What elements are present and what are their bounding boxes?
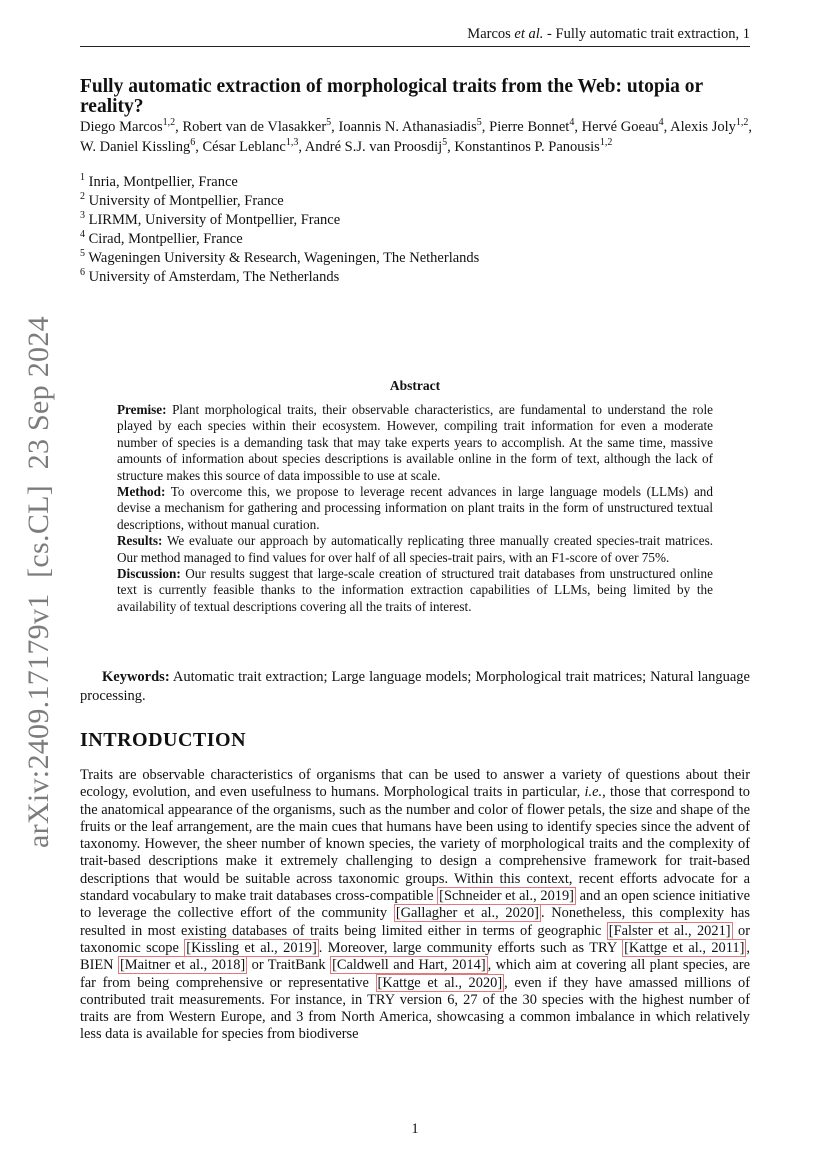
- affiliation-marker: 1: [80, 172, 85, 184]
- abstract-results: [117, 533, 713, 566]
- introduction-paragraph: [80, 767, 750, 1044]
- premise-text: Plant morphological traits, their observable characteristics, are fundamental to understand the role played by each species within their ecosystem. However, compiling trait information for even a moderate number of species is a demanding task that may take experts years to accomplish. At the same time, massive amounts of information about species descriptions is available online in the form of text, although the lack of structure makes this source of data impossible to use at scale.: [117, 402, 713, 483]
- affiliation-marker: 6: [80, 267, 85, 279]
- intro-text: , which aim at covering all plant species, are far from being comprehensive or representative: [80, 957, 751, 991]
- keywords-label: Keywords:: [102, 669, 170, 685]
- intro-text: , BIEN: [80, 939, 750, 974]
- abstract-discussion: [117, 566, 713, 615]
- affiliation-marker: 3: [80, 210, 85, 222]
- author-separator: ,: [195, 138, 203, 155]
- affiliation-item: [80, 173, 752, 192]
- author-name: Hervé Goeau: [581, 119, 659, 135]
- page-number: 1: [411, 1121, 419, 1137]
- method-label: Method:: [117, 484, 166, 500]
- running-head-etal: et al.: [514, 26, 544, 42]
- author-affiliation-marker: 1,2: [162, 117, 176, 129]
- intro-text: i.e.: [584, 784, 603, 801]
- intro-text: , even if they have amassed millions of contributed trait measurements. For instance, in TRY version 6, 27 of the 30 species with the highest number of traits are from Western Europe, and 3 from North America, showcasing a common imbalance in which relatively less data is available for species from biodiverse: [80, 974, 751, 1043]
- affiliation-marker: 2: [80, 191, 85, 203]
- citation-link[interactable]: [Maitner et al., 2018]: [120, 957, 246, 974]
- intro-text: Traits are observable characteristics of organisms that can be used to answer a variety of questions about their ecology, evolution, and even usefulness to humans. Morphological traits in particular,: [80, 767, 750, 801]
- author-separator: ,: [331, 119, 339, 135]
- abstract-body: [117, 402, 713, 615]
- author-separator: ,: [481, 119, 490, 135]
- author-name: Pierre Bonnet: [489, 119, 570, 135]
- intro-text: , those that correspond to the anatomical appearance of the organisms, such as the number and color of flower petals, the size and shape of the fruits or the leaf arrangement, are the main cues that humans have been using to identify species since the advent of taxonomy. However, the sheer number of known species, the variety of morphological traits and the complexity of trait-based descriptions make it extremely challenging to design a comprehensive framework for trait-based descriptions that would be suitable across taxonomic groups. Within this context, recent efforts advocate for a standard vocabulary to make trait databases cross-compatible: [80, 784, 750, 905]
- author-separator: ,: [663, 119, 671, 135]
- intro-text: or taxonomic scope: [80, 922, 750, 956]
- affiliation-list: [80, 173, 752, 287]
- citation-link[interactable]: [Kissling et al., 2019]: [186, 939, 317, 956]
- results-label: Results:: [117, 533, 163, 549]
- intro-text: or TraitBank: [247, 957, 331, 974]
- citation-link[interactable]: [Caldwell and Hart, 2014]: [332, 957, 486, 974]
- affiliation-text: Inria, Montpellier, France: [88, 174, 238, 190]
- author-separator: ,: [447, 138, 455, 155]
- affiliation-text: Cirad, Montpellier, France: [88, 231, 243, 247]
- header-rule: [80, 46, 750, 47]
- discussion-text: Our results suggest that large-scale creation of structured trait databases from unstructured online text is currently feasible thanks to the information extraction capabilities of LLMs, being limited by the availability of textual descriptions covering all the traits of interest.: [117, 566, 713, 614]
- author-name: Diego Marcos: [80, 119, 163, 135]
- author-affiliation-marker: 4: [658, 117, 664, 129]
- affiliation-item: [80, 230, 752, 249]
- running-head-title: - Fully automatic trait extraction, 1: [543, 26, 750, 42]
- author-separator: ,: [175, 119, 183, 135]
- author-separator: ,: [298, 138, 305, 155]
- citation-link[interactable]: [Kattge et al., 2011]: [624, 939, 745, 956]
- affiliation-text: University of Montpellier, France: [88, 193, 284, 209]
- affiliation-marker: 5: [80, 248, 85, 260]
- affiliation-text: Wageningen University & Research, Wageningen, The Netherlands: [88, 250, 480, 266]
- running-head-author: Marcos: [467, 26, 511, 42]
- author-separator: ,: [748, 119, 753, 135]
- abstract-method: [117, 484, 713, 533]
- intro-text: . Moreover, large community efforts such as TRY: [318, 939, 623, 956]
- citation-link[interactable]: [Kattge et al., 2020]: [377, 974, 503, 991]
- affiliation-item: [80, 211, 752, 230]
- results-text: We evaluate our approach by automatically replicating three manually created species-trait matrices. Our method managed to find values for over half of all species-trait pairs, with an F1-score of over 75%.: [117, 533, 713, 565]
- abstract-premise: [117, 402, 713, 484]
- premise-label: Premise:: [117, 402, 167, 417]
- paper-title: Fully automatic extraction of morphological traits from the Web: utopia or reality?: [80, 76, 703, 117]
- intro-text: . Nonetheless, this complexity has resulted in most existing databases of traits being limited either in terms of geographic: [80, 905, 750, 939]
- keywords-text: Automatic trait extraction; Large language models; Morphological trait matrices; Natural language processing.: [80, 669, 750, 704]
- intro-text: and an open science initiative to leverage the collective effort of the community: [80, 888, 751, 922]
- author-name: Alexis Joly: [670, 119, 736, 135]
- citation-link[interactable]: [Falster et al., 2021]: [608, 922, 731, 939]
- citation-link[interactable]: [Gallagher et al., 2020]: [395, 905, 539, 922]
- author-name: Robert van de Vlasakker: [182, 119, 327, 135]
- author-name: César Leblanc: [202, 138, 286, 155]
- author-affiliation-marker: 4: [569, 117, 575, 129]
- affiliation-text: LIRMM, University of Montpellier, France: [88, 212, 341, 228]
- author-affiliation-marker: 5: [476, 117, 482, 129]
- author-name: W. Daniel Kissling: [80, 138, 191, 155]
- method-text: To overcome this, we propose to leverage recent advances in large language models (LLMs) and devise a mechanism for gathering and processing information on plant traits in the form of unstructured textual descriptions, without manual curation.: [117, 484, 713, 532]
- author-name: Ioannis N. Athanasiadis: [338, 119, 477, 135]
- author-affiliation-marker: 1,2: [735, 117, 749, 129]
- discussion-label: Discussion:: [117, 566, 181, 582]
- affiliation-marker: 4: [80, 229, 85, 241]
- affiliation-item: [80, 192, 752, 211]
- arxiv-identifier-watermark[interactable]: arXiv:2409.17179v1 [cs.CL] 23 Sep 2024: [22, 316, 55, 848]
- author-affiliation-marker: 5: [442, 136, 448, 148]
- affiliation-item: [80, 249, 752, 268]
- author-name: Konstantinos P. Panousis: [454, 138, 600, 155]
- author-affiliation-marker: 1,3: [285, 136, 299, 148]
- keywords: [80, 668, 750, 706]
- affiliation-item: [80, 268, 752, 287]
- citation-link[interactable]: [Schneider et al., 2019]: [439, 888, 574, 905]
- author-affiliation-marker: 6: [190, 136, 196, 148]
- author-separator: ,: [574, 119, 582, 135]
- affiliation-text: University of Amsterdam, The Netherlands: [88, 269, 340, 285]
- section-heading-introduction: INTRODUCTION: [80, 729, 247, 751]
- author-affiliation-marker: 1,2: [599, 136, 613, 148]
- author-list: [80, 118, 752, 157]
- author-affiliation-marker: 5: [326, 117, 332, 129]
- running-head: [80, 24, 750, 44]
- abstract-heading: Abstract: [389, 378, 441, 393]
- author-name: André S.J. van Proosdij: [304, 138, 443, 155]
